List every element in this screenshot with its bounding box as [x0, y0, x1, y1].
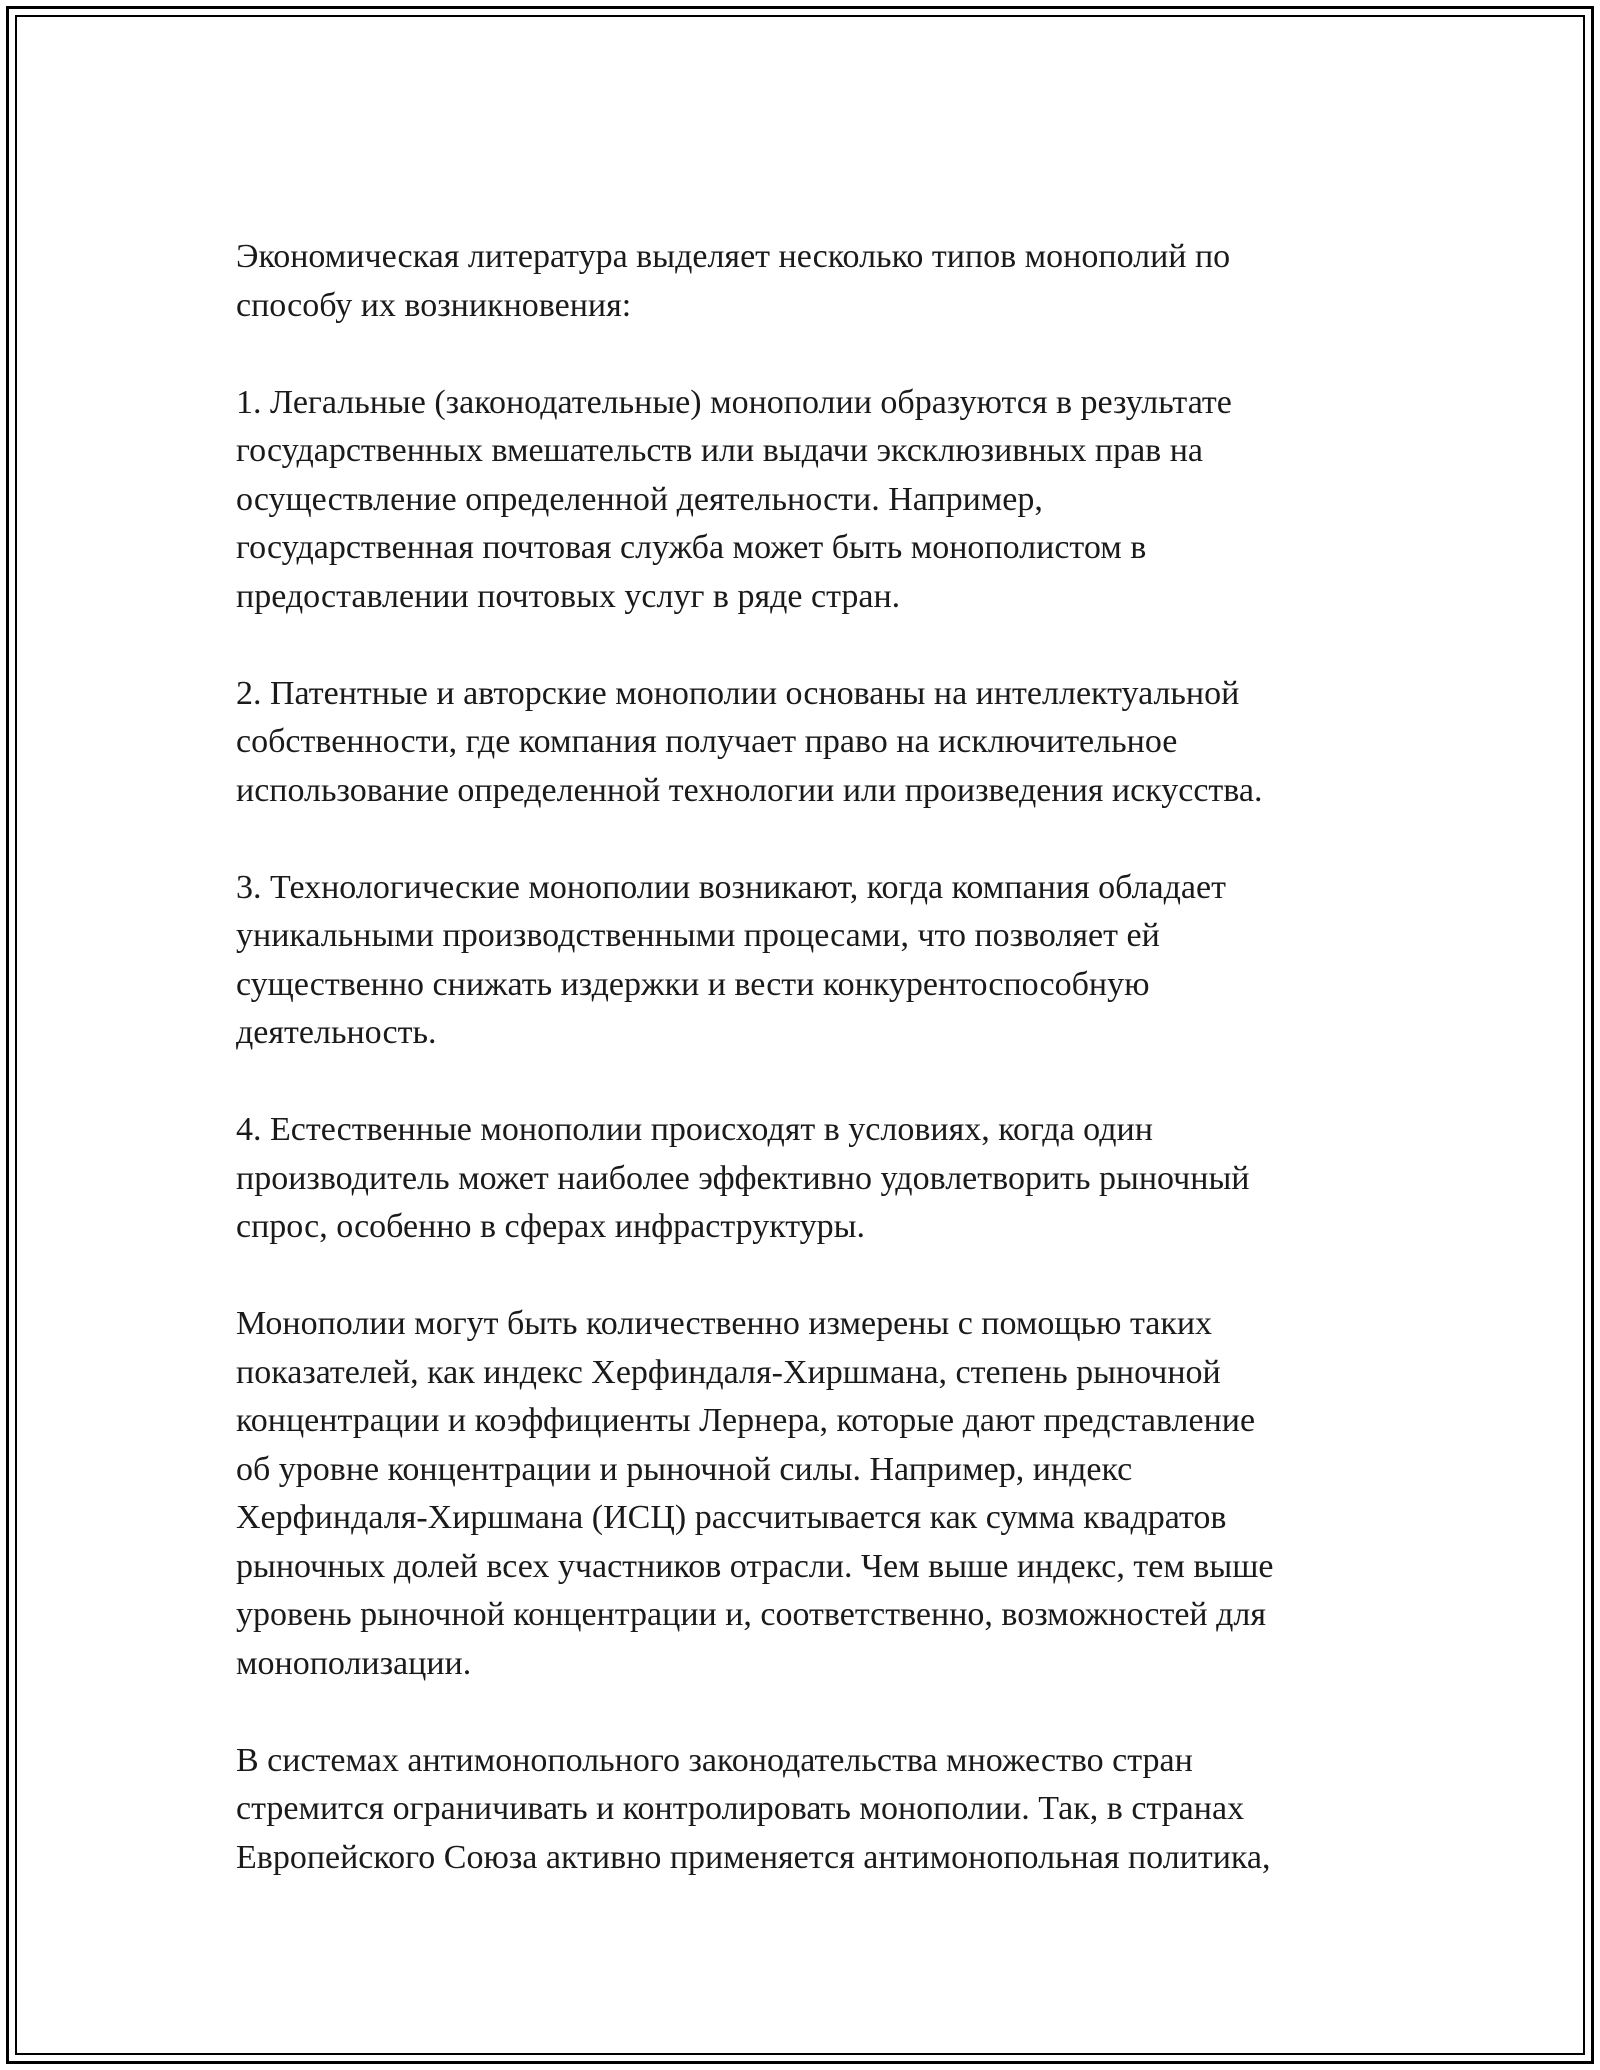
paragraph-natural-monopolies: 4. Естественные монополии происходят в условиях, когда один производитель может наиболее эффективно удовлетворить рыночный спрос, особенно в сферах инфраструктуры. [236, 1111, 1250, 1245]
paragraph-measurement: Монополии могут быть количественно измерены с помощью таких показателей, как индекс Херфиндаля-Хиршмана, степень рыночной концентрации и коэффициенты Лернера, которые дают представление об уровне концентрации и рыночной силы. Например, индекс Херфиндаля-Хиршмана (ИСЦ) рассчитывается как сумма квадратов рыночных долей всех участников отрасли. Чем выше индекс, тем выше уровень рыночной концентрации и, соответственно, возможностей для монополизации. [236, 1305, 1274, 1682]
paragraph-intro: Экономическая литература выделяет несколько типов монополий по способу их возникновения: [236, 238, 1231, 324]
paragraph-patent-monopolies: 2. Патентные и авторские монополии основаны на интеллектуальной собственности, где компания получает право на исключительное использование определенной технологии или произведения искусства. [236, 674, 1263, 809]
paragraph-antimonopoly-law: В системах антимонопольного законодательства множество стран стремится ограничивать и контролировать монополии. Так, в странах Европейского Союза активно применяется антимонопольная политика, [236, 1741, 1271, 1876]
paragraph-technological-monopolies: 3. Технологические монополии возникают, когда компания обладает уникальными производственными процесами, что позволяет ей существенно снижать издержки и вести конкурентоспособную деятельность. [236, 868, 1226, 1051]
paragraph-legal-monopolies: 1. Легальные (законодательные) монополии образуются в результате государственных вмешательств или выдачи эксклюзивных прав на осуществление определенной деятельности. Например, государственная почтовая служба может быть монополистом в предоставлении почтовых услуг в ряде стран. [236, 383, 1232, 615]
document-body [236, 233, 1386, 1882]
